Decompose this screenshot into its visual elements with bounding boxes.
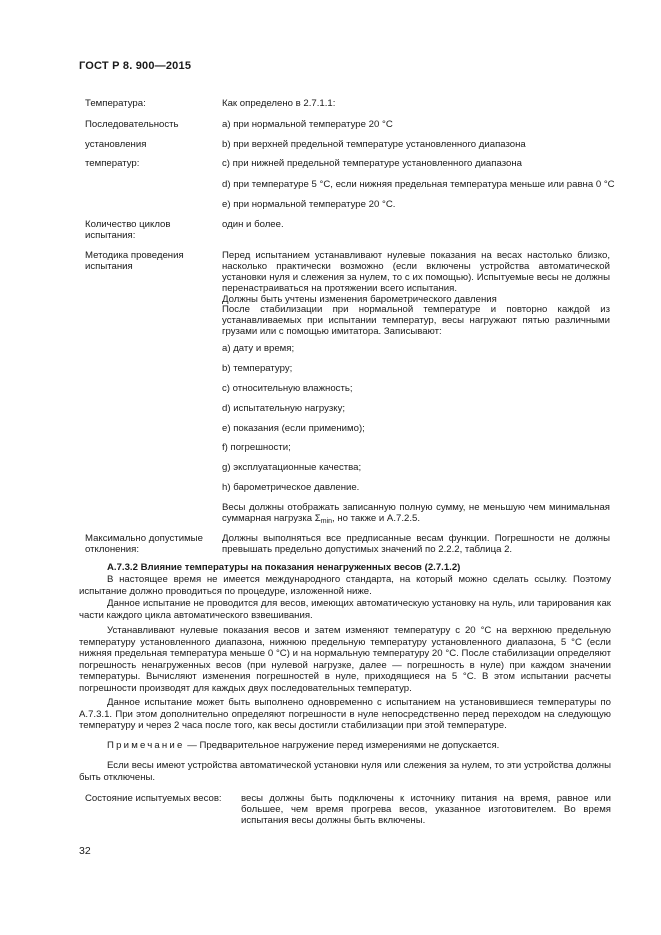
method-paragraph-3: После стабилизации при нормальной температуре и повторно каждой из устанавливаемых при испытании температур, весы нагружают пятью различными грузами или с помощью имитатора. Записывают: [222, 304, 610, 337]
section-paragraph-5: Если весы имеют устройства автоматической установки нуля или слежения за нулем, то эти устройства должны быть отключены. [79, 760, 611, 783]
record-item: g) эксплуатационные качества; [222, 462, 362, 473]
mpe-label: Максимально допустимые отклонения: [85, 533, 203, 555]
record-item: e) показания (если применимо); [222, 423, 365, 434]
sequence-label-line-3: температур: [85, 158, 140, 169]
sequence-label-line-1: Последовательность [85, 119, 179, 130]
method-final-paragraph [222, 502, 610, 527]
note-label: Примечание [107, 740, 185, 751]
sequence-item: d) при температуре 5 °С, если нижняя предельная температура меньше или равна 0 °С [222, 179, 615, 190]
record-item: h) барометрическое давление. [222, 482, 360, 493]
method-paragraph-1: Перед испытанием устанавливают нулевые показания на весах настолько близко, насколько практически возможно (если включены устройства автоматической установки нуля и слежения за нулем, то с их помощью). Испытуемые весы не должны перенастраиваться на протяжении всего испытания. [222, 250, 610, 294]
record-item: c) относительную влажность; [222, 383, 353, 394]
temperature-value: Как определено в 2.7.1.1: [222, 98, 336, 109]
section-paragraph-1: В настоящее время не имеется международного стандарта, на который можно сделать ссылку. Поэтому испытание должно проводиться по процедуре, изложенной ниже. [79, 574, 611, 597]
sequence-item: e) при нормальной температуре 20 °С. [222, 199, 396, 210]
sigma-min-subscript: min [320, 518, 333, 525]
section-paragraph-3: Устанавливают нулевые показания весов и затем изменяют температуру с 20 °С на верхнюю предельную температуру установленного диапазона, нижнюю предельную температуру установленного диапазона, 5 °С (если нижняя предельная температура меньше 0 °С) и на нормальную температуру 20 °С. После стабилизации определяют погрешность ненагруженных весов (при нулевой нагрузке, далее — погрешность в нуле) при каждом значении температуры. Вычисляют изменения погрешностей в нуле, приходящиеся на 5 °С. В этом испытании расчеты погрешности производят для каждых двух последовательных температур. [79, 625, 611, 694]
mpe-value: Должны выполняться все предписанные весам функции. Погрешности не должны превышать предельно допустимых значений по 2.2.2, таблица 2. [222, 533, 610, 555]
record-item: a) дату и время; [222, 343, 295, 354]
state-value: весы должны быть подключены к источнику питания на время, равное или большее, чем время прогрева весов, указанное изготовителем. Во время испытания весы должны быть включены. [241, 793, 611, 826]
document-code: ГОСТ Р 8. 900—2015 [79, 60, 192, 72]
sequence-label-line-2: установления [85, 139, 147, 150]
method-final-text: Весы должны отображать записанную полную сумму, не меньшую чем минимальная суммарная нагрузка Σ [222, 502, 610, 524]
record-item: f) погрешности; [222, 442, 291, 453]
sequence-item: b) при верхней предельной температуре установленного диапазона [222, 139, 526, 150]
method-label: Методика проведения испытания [85, 250, 184, 272]
cycles-value: один и более. [222, 219, 284, 230]
note [79, 740, 611, 752]
section-paragraph-2: Данное испытание не проводится для весов, имеющих автоматическую установку на нуль, или тарирования как части каждого цикла автоматического взвешивания. [79, 598, 611, 621]
cycles-label: Количество циклов испытания: [85, 219, 171, 241]
sequence-item: c) при нижней предельной температуре установленного диапазона [222, 158, 522, 169]
state-label: Состояние испытуемых весов: [85, 793, 222, 804]
sequence-item: a) при нормальной температуре 20 °С [222, 119, 393, 130]
page-number: 32 [79, 845, 91, 857]
section-title: А.7.3.2 Влияние температуры на показания ненагруженных весов (2.7.1.2) [107, 562, 461, 573]
record-item: b) температуру; [222, 363, 293, 374]
method-final-text-end: , но также и А.7.2.5. [332, 513, 420, 524]
section-paragraph-4: Данное испытание может быть выполнено одновременно с испытанием на установившиеся температуры по А.7.3.1. При этом дополнительно определяют погрешности в нуле непосредственно перед переходом на следующую температуру и через 2 часа после того, как весы достигли стабилизации при этой температуре. [79, 697, 611, 731]
record-item: d) испытательную нагрузку; [222, 403, 346, 414]
method-paragraph-2: Должны быть учтены изменения барометрического давления [222, 294, 497, 305]
temperature-label: Температура: [85, 98, 146, 109]
note-text: — Предварительное нагружение перед измерениями не допускается. [184, 740, 500, 751]
